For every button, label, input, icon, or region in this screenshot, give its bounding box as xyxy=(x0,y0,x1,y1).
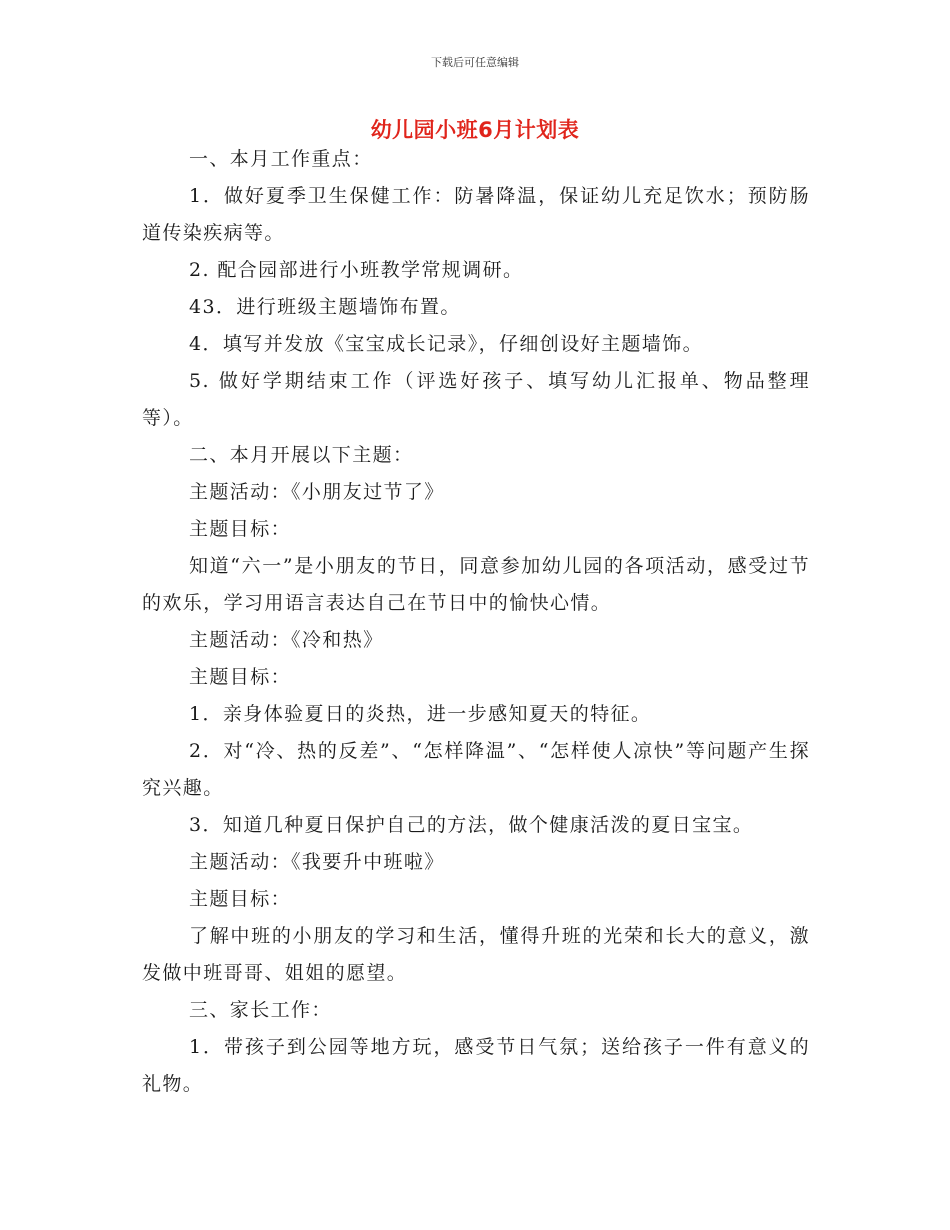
theme-goal-label: 主题目标： xyxy=(189,888,292,910)
paragraph: 4．填写并发放《宝宝成长记录》，仔细创设好主题墙饰。 xyxy=(189,333,703,355)
theme-activity: 主题活动：《小朋友过节了》 xyxy=(189,481,445,503)
theme-goal-label: 主题目标： xyxy=(189,666,292,688)
paragraph: 1．做好夏季卫生保健工作：防暑降温，保证幼儿充足饮水；预防肠道传染疾病等。 xyxy=(142,185,810,244)
section-heading-2: 二、本月开展以下主题： xyxy=(189,444,414,466)
paragraph: 1．带孩子到公园等地方玩，感受节日气氛；送给孩子一件有意义的礼物。 xyxy=(142,1036,810,1095)
header-note: 下载后可任意编辑 xyxy=(431,56,519,69)
paragraph: 知道“六一”是小朋友的节日，同意参加幼儿园的各项活动，感受过节的欢乐，学习用语言表达自己在节日中的愉快心情。 xyxy=(142,555,810,614)
paragraph: 1．亲身体验夏日的炎热，进一步感知夏天的特征。 xyxy=(189,703,652,725)
document-body xyxy=(142,141,810,1103)
paragraph: 2．对“冷、热的反差”、“怎样降温”、“怎样使人凉快”等问题产生探究兴趣。 xyxy=(142,740,810,799)
theme-activity: 主题活动：《我要升中班啦》 xyxy=(189,851,445,873)
paragraph: 5. 做好学期结束工作（评选好孩子、填写幼儿汇报单、物品整理等）。 xyxy=(142,370,810,429)
paragraph: 了解中班的小朋友的学习和生活，懂得升班的光荣和长大的意义，激发做中班哥哥、姐姐的愿望。 xyxy=(142,925,810,984)
theme-activity: 主题活动：《冷和热》 xyxy=(189,629,384,651)
document-title: 幼儿园小班6月计划表 xyxy=(370,118,580,142)
section-heading-1: 一、本月工作重点： xyxy=(189,148,373,170)
paragraph: 3．知道几种夏日保护自己的方法，做个健康活泼的夏日宝宝。 xyxy=(189,814,754,836)
paragraph: 43．进行班级主题墙饰布置。 xyxy=(189,296,461,318)
paragraph: 2. 配合园部进行小班教学常规调研。 xyxy=(189,259,524,281)
section-heading-3: 三、家长工作： xyxy=(189,999,332,1021)
theme-goal-label: 主题目标： xyxy=(189,518,292,540)
